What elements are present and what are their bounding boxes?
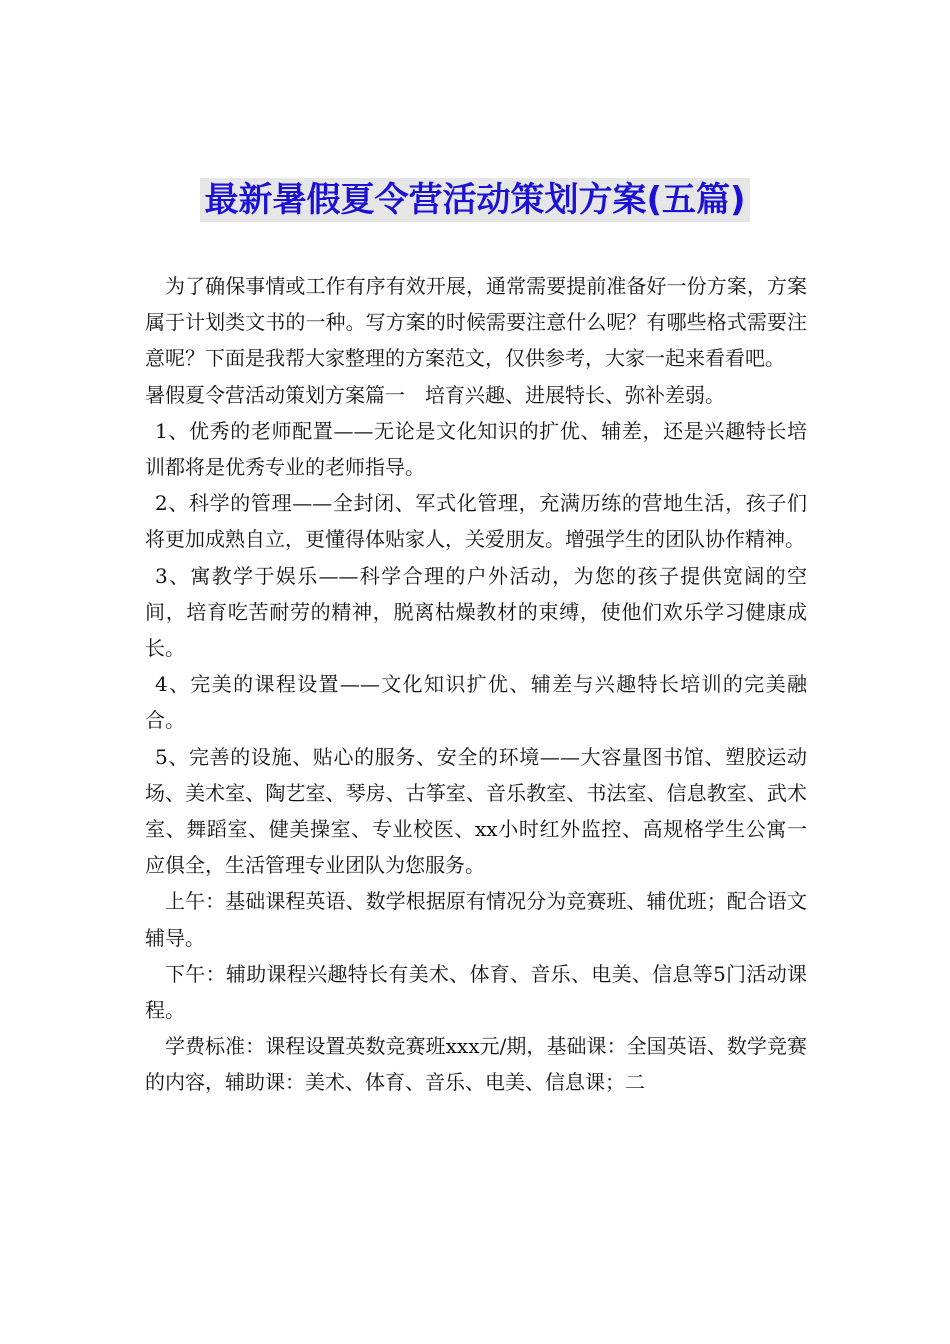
- paragraph-item-5: 5、完善的设施、贴心的服务、安全的环境——大容量图书馆、塑胶运动场、美术室、陶艺室、琴房、古筝室、音乐教室、书法室、信息教室、武术室、舞蹈室、健美操室、专业校医、xx小时红外监控、高规格学生公寓一应俱全，生活管理专业团队为您服务。: [145, 744, 807, 878]
- document-title: 最新暑假夏令营活动策划方案(五篇): [200, 178, 749, 222]
- paragraph-intro: 为了确保事情或工作有序有效开展，通常需要提前准备好一份方案，方案属于计划类文书的一种。写方案的时候需要注意什么呢？有哪些格式需要注意呢？下面是我帮大家整理的方案范文，仅供参考，大家一起来看看吧。: [145, 274, 807, 371]
- title-container: [0, 178, 950, 222]
- paragraph-morning: 上午：基础课程英语、数学根据原有情况分为竞赛班、辅优班；配合语文辅导。: [145, 889, 807, 950]
- paragraph-afternoon: 下午：辅助课程兴趣特长有美术、体育、音乐、电美、信息等5门活动课程。: [145, 961, 807, 1023]
- paragraph-item-2: 2、科学的管理——全封闭、军式化管理，充满历练的营地生活，孩子们将更加成熟自立，更懂得体贴家人，关爱朋友。增强学生的团队协作精神。: [145, 491, 807, 552]
- document-body: [145, 268, 807, 1101]
- paragraph-item-4: 4、完美的课程设置——文化知识扩优、辅差与兴趣特长培训的完美融合。: [145, 672, 807, 733]
- paragraph-item-1: 1、优秀的老师配置——无论是文化知识的扩优、辅差，还是兴趣特长培训都将是优秀专业的老师指导。: [145, 418, 807, 480]
- paragraph-fees: 学费标准：课程设置英数竞赛班xxx元/期，基础课：全国英语、数学竞赛的内容，辅助课：美术、体育、音乐、电美、信息课；二: [145, 1034, 807, 1095]
- paragraph-item-3: 3、寓教学于娱乐——科学合理的户外活动，为您的孩子提供宽阔的空间，培育吃苦耐劳的精神，脱离枯燥教材的束缚，使他们欢乐学习健康成长。: [145, 563, 807, 661]
- paragraph-section-heading: 暑假夏令营活动策划方案篇一 培育兴趣、进展特长、弥补差弱。: [145, 382, 725, 407]
